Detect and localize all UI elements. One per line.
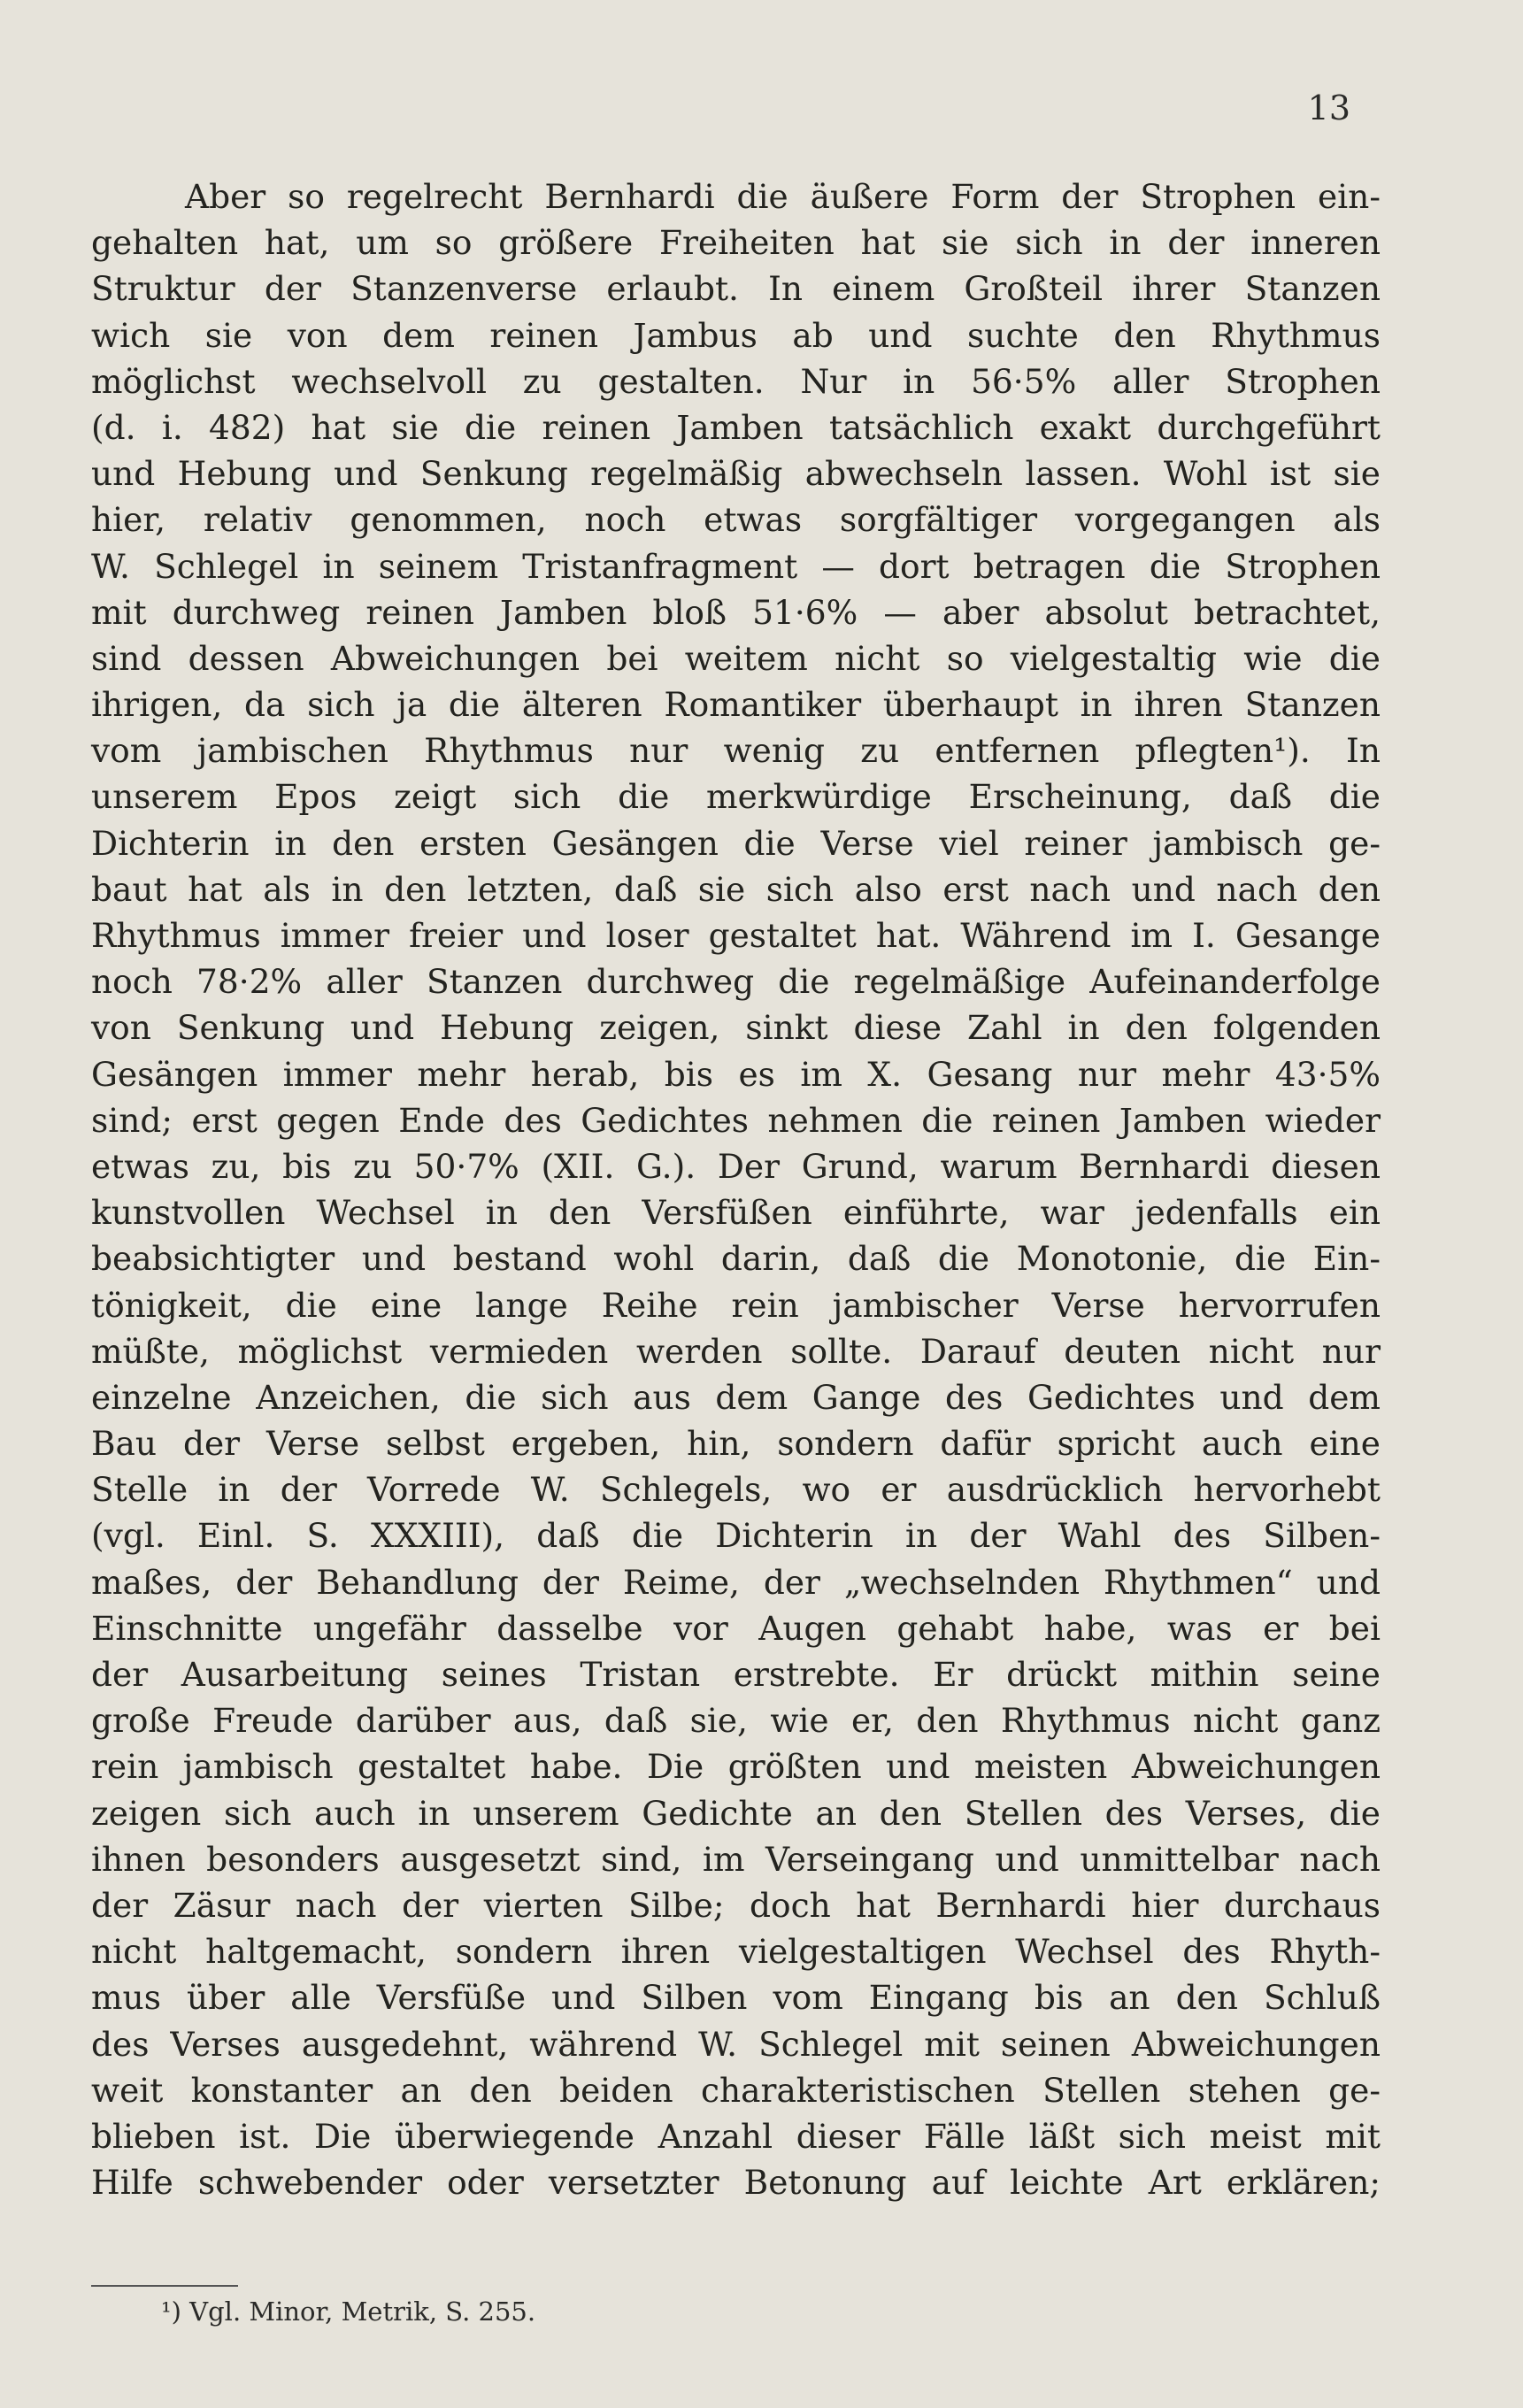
text-line: etwas zu, bis zu 50·7% (XII. G.). Der Grund, warum Bernhardi diesen <box>91 1146 1381 1186</box>
page-number: 13 <box>1307 88 1350 127</box>
text-line: hier, relativ genommen, noch etwas sorgfältiger vorgegangen als <box>91 500 1381 540</box>
text-line: der Ausarbeitung seines Tristan erstrebte. Er drückt mithin seine <box>91 1655 1381 1694</box>
text-line: müßte, möglichst vermieden werden sollte. Darauf deuten nicht nur <box>91 1331 1381 1371</box>
text-line: Stelle in der Vorrede W. Schlegels, wo er ausdrücklich hervorhebt <box>91 1470 1381 1510</box>
text-line: sind dessen Abweichungen bei weitem nicht so vielgestaltig wie die <box>91 638 1381 678</box>
text-line: zeigen sich auch in unserem Gedichte an den Stellen des Verses, die <box>91 1793 1381 1833</box>
text-line: und Hebung und Senkung regelmäßig abwechseln lassen. Wohl ist sie <box>91 454 1381 494</box>
text-line: rein jambisch gestaltet habe. Die größten und meisten Abweichungen <box>91 1747 1381 1787</box>
text-line: von Senkung und Hebung zeigen, sinkt diese Zahl in den folgenden <box>91 1008 1381 1048</box>
text-line: große Freude darüber aus, daß sie, wie er, den Rhythmus nicht ganz <box>91 1701 1381 1741</box>
text-line: Gesängen immer mehr herab, bis es im X. Gesang nur mehr 43·5% <box>91 1054 1381 1094</box>
text-line: vom jambischen Rhythmus nur wenig zu entfernen pflegten¹). In <box>91 731 1381 771</box>
text-line: ihrigen, da sich ja die älteren Romantiker überhaupt in ihren Stanzen <box>91 685 1381 725</box>
text-line: wich sie von dem reinen Jambus ab und suchte den Rhythmus <box>91 315 1381 355</box>
text-line: (vgl. Einl. S. XXXIII), daß die Dichterin in der Wahl des Silben- <box>91 1516 1381 1556</box>
footnote-separator <box>91 2285 238 2287</box>
footnote: ¹) Vgl. Minor, Metrik, S. 255. <box>161 2296 536 2327</box>
text-line: Bau der Verse selbst ergeben, hin, sondern dafür spricht auch eine <box>91 1424 1381 1464</box>
text-line: tönigkeit, die eine lange Reihe rein jambischer Verse hervorrufen <box>91 1285 1381 1325</box>
text-line: mit durchweg reinen Jamben bloß 51·6% — aber absolut betrachtet, <box>91 592 1381 632</box>
text-line: Einschnitte ungefähr dasselbe vor Augen gehabt habe, was er bei <box>91 1608 1381 1648</box>
text-line: Dichterin in den ersten Gesängen die Verse viel reiner jambisch ge- <box>91 823 1381 863</box>
text-line: Struktur der Stanzenverse erlaubt. In einem Großteil ihrer Stanzen <box>91 269 1381 309</box>
text-line: Rhythmus immer freier und loser gestaltet hat. Während im I. Gesange <box>91 916 1381 955</box>
text-line: mus über alle Versfüße und Silben vom Eingang bis an den Schluß <box>91 1978 1381 2018</box>
text-line: sind; erst gegen Ende des Gedichtes nehmen die reinen Jamben wieder <box>91 1100 1381 1140</box>
text-line: weit konstanter an den beiden charakteristischen Stellen stehen ge- <box>91 2070 1381 2110</box>
text-line: Hilfe schwebender oder versetzter Betonung auf leichte Art erklären; <box>91 2163 1381 2203</box>
text-line: einzelne Anzeichen, die sich aus dem Gange des Gedichtes und dem <box>91 1377 1381 1417</box>
text-line: möglichst wechselvoll zu gestalten. Nur in 56·5% aller Strophen <box>91 361 1381 401</box>
text-line: noch 78·2% aller Stanzen durchweg die regelmäßige Aufeinanderfolge <box>91 962 1381 1002</box>
text-line: beabsichtigter und bestand wohl darin, daß die Monotonie, die Ein- <box>91 1239 1381 1279</box>
text-line: gehalten hat, um so größere Freiheiten hat sie sich in der inneren <box>91 223 1381 263</box>
text-line: nicht haltgemacht, sondern ihren vielgestaltigen Wechsel des Rhyth- <box>91 1932 1381 1972</box>
text-line: baut hat als in den letzten, daß sie sich also erst nach und nach den <box>91 869 1381 909</box>
text-line: ihnen besonders ausgesetzt sind, im Verseingang und unmittelbar nach <box>91 1839 1381 1879</box>
text-line: maßes, der Behandlung der Reime, der „wechselnden Rhythmen“ und <box>91 1562 1381 1602</box>
text-line: der Zäsur nach der vierten Silbe; doch hat Bernhardi hier durchaus <box>91 1885 1381 1925</box>
text-line: W. Schlegel in seinem Tristanfragment — dort betragen die Strophen <box>91 546 1381 586</box>
text-line: (d. i. 482) hat sie die reinen Jamben tatsächlich exakt durchgeführt <box>91 407 1381 447</box>
text-line: kunstvollen Wechsel in den Versfüßen einführte, war jedenfalls ein <box>91 1193 1381 1233</box>
text-line: unserem Epos zeigt sich die merkwürdige Erscheinung, daß die <box>91 777 1381 817</box>
text-line: blieben ist. Die überwiegende Anzahl dieser Fälle läßt sich meist mit <box>91 2116 1381 2156</box>
text-line: Aber so regelrecht Bernhardi die äußere Form der Strophen ein- <box>185 177 1381 216</box>
body-paragraph <box>91 173 1381 2205</box>
text-line: des Verses ausgedehnt, während W. Schlegel mit seinen Abweichungen <box>91 2024 1381 2064</box>
